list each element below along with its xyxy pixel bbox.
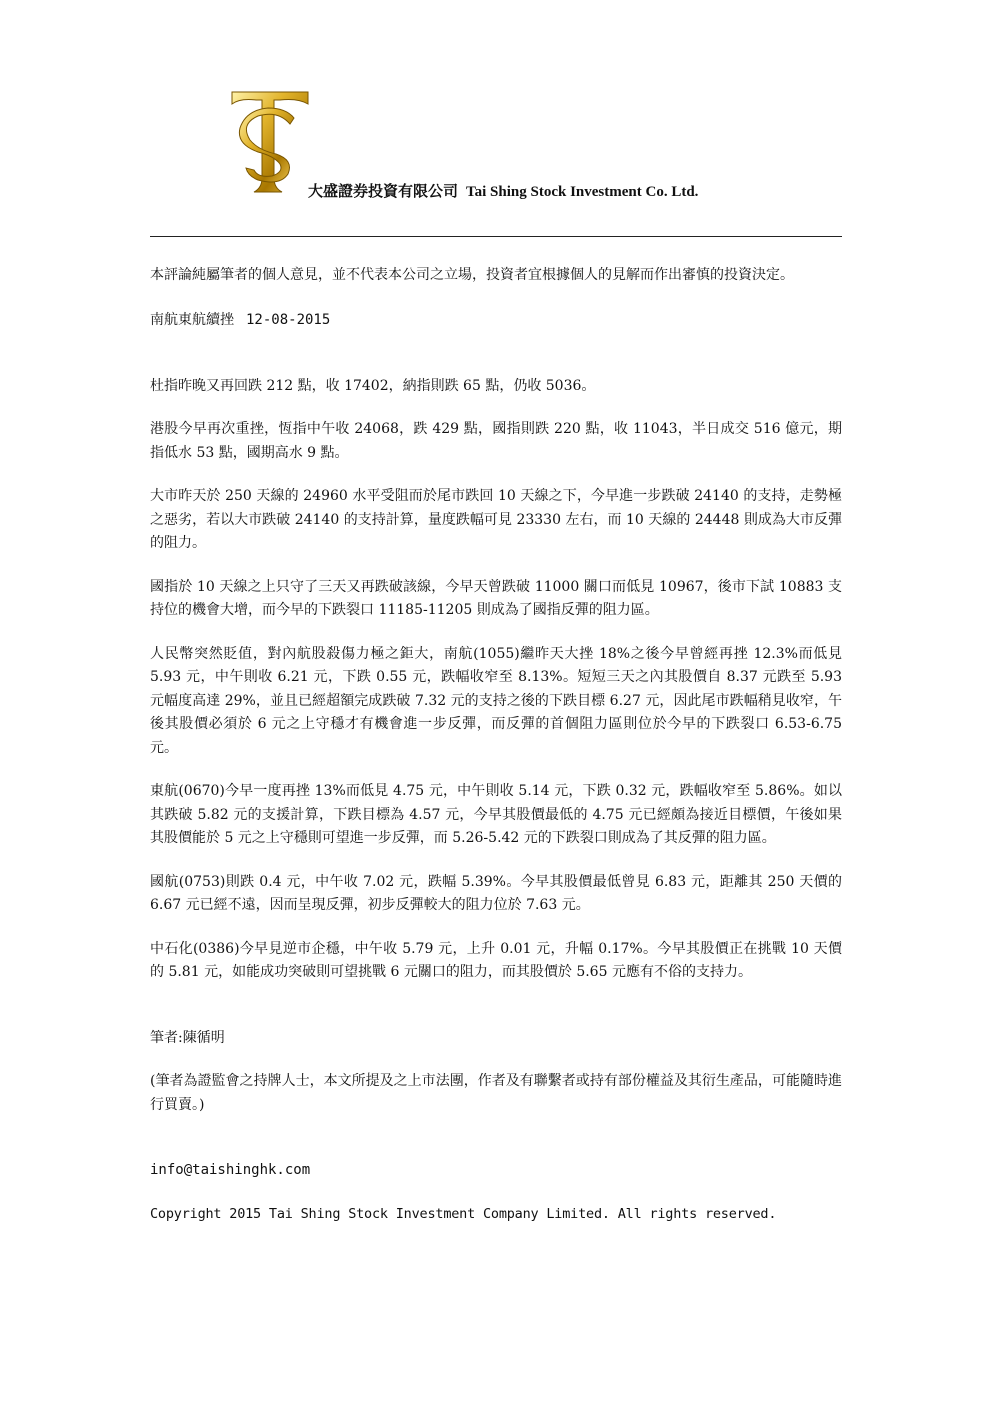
article-heading [150, 309, 842, 333]
paragraph: 港股今早再次重挫，恆指中午收 24068，跌 429 點，國指則跌 220 點，收 11043，半日成交 516 億元，期指低水 53 點，國期高水 9 點。 [150, 421, 842, 461]
article-title: 南航東航續挫 [150, 312, 234, 328]
email-link[interactable]: info@taishinghk.com [150, 1162, 311, 1178]
company-name-zh: 大盛證券投資有限公司 [308, 182, 459, 200]
paragraph: 國指於 10 天線之上只守了三天又再跌破該線，今早天曾跌破 11000 關口而低見 10967，後市下試 10883 支持位的機會大增，而今早的下跌裂口 11185-11205 則成為了國指反彈的阻力區。 [150, 578, 842, 618]
company-logo [228, 88, 312, 198]
company-name-en: Tai Shing Stock Investment Co. Ltd. [466, 184, 699, 200]
article-date: 12-08-2015 [246, 312, 331, 328]
paragraph: 大市昨天於 250 天線的 24960 水平受阻而於尾市跌回 10 天線之下，今早進一步跌破 24140 的支持，走勢極之惡劣，若以大市跌破 24140 的支持計算，量度跌幅可見 23330 左右，而 10 天線的 24448 則成為大市反彈的阻力。 [150, 488, 842, 551]
article-body [150, 262, 842, 1226]
copyright: Copyright 2015 Tai Shing Stock Investment Company Limited. All rights reserved. [150, 1205, 777, 1222]
header-divider [150, 236, 842, 237]
paragraph: 國航(0753)則跌 0.4 元，中午收 7.02 元，跌幅 5.39%。今早其股價最低曾見 6.83 元，距離其 250 天價的 6.67 元已經不遠，因而呈現反彈，初步反彈較大的阻力位於 7.63 元。 [150, 873, 842, 913]
paragraph: 中石化(0386)今早見逆市企穩，中午收 5.79 元，上升 0.01 元，升幅 0.17%。今早其股價正在挑戰 10 天價的 5.81 元，如能成功突破則可望挑戰 6 元關口的阻力，而其股價於 5.65 元應有不俗的支持力。 [150, 940, 842, 980]
company-name [308, 180, 698, 201]
author: 筆者:陳循明 [150, 1029, 225, 1046]
paragraph: 人民幣突然貶值，對內航股殺傷力極之鉅大，南航(1055)繼昨天大挫 18%之後今早曾經再挫 12.3%而低見 5.93 元，中午則收 6.21 元，下跌 0.55 元，跌幅收窄至 8.13%。短短三天之內其股價自 8.37 元跌至 5.93 元幅度高達 29%，並且已經超額完成跌破 7.32 元的支持之後的下跌目標 6.27 元，因此尾市跌幅稍見收窄，午後其股價必須於 6 元之上守穩才有機會進一步反彈，而反彈的首個阻力區則位於今早的下跌裂口 6.53-6.75 元。 [150, 645, 842, 756]
paragraph: 東航(0670)今早一度再挫 13%而低見 4.75 元，中午則收 5.14 元，下跌 0.32 元，跌幅收窄至 5.86%。如以其跌破 5.82 元的支援計算，下跌目標為 4.57 元，今早其股價最低的 4.75 元已經頗為接近目標價，午後如果其股價能於 5 元之上守穩則可望進一步反彈，而 5.26-5.42 元的下跌裂口則成為了其反彈的阻力區。 [150, 783, 842, 846]
paragraph: 杜指昨晚又再回跌 212 點，收 17402，納指則跌 65 點，仍收 5036。 [150, 377, 596, 394]
disclaimer: 本評論純屬筆者的個人意見，並不代表本公司之立場，投資者宜根據個人的見解而作出審慎的投資決定。 [150, 267, 794, 283]
author-note: (筆者為證監會之持牌人士，本文所提及之上市法團，作者及有聯繫者或持有部份權益及其衍生產品，可能隨時進行買賣。) [150, 1073, 842, 1113]
